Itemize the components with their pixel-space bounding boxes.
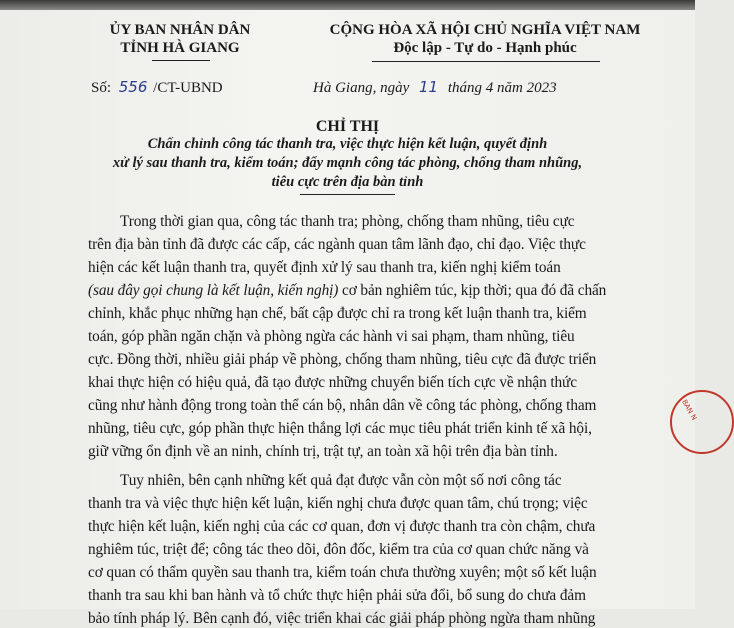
subject-line-1: Chấn chỉnh công tác thanh tra, việc thực hiện kết luận, quyết định — [147, 136, 548, 152]
body-p2-line: thanh tra sau khi ban hành và tổ chức thực hiện phải sửa đổi, bổ sung do chưa đảm — [88, 587, 586, 604]
number-suffix: /CT-UBND — [153, 80, 223, 96]
body-p1-line — [88, 259, 643, 277]
body-p2-line: cơ quan có thẩm quyền sau thanh tra, kiểm toán chưa thường xuyên; một số kết luận — [88, 564, 597, 581]
number-handwritten: 556 — [118, 78, 148, 96]
subject-line-2: xử lý sau thanh tra, kiểm toán; đẩy mạnh công tác phòng, chống tham nhũng, — [112, 155, 583, 171]
document-type: CHỈ THỊ — [315, 118, 380, 135]
date-prefix: Hà Giang, ngày — [313, 80, 410, 96]
official-seal — [670, 390, 734, 454]
issuer-name-line2: TỈNH HÀ GIANG — [120, 40, 240, 56]
subject-underline — [300, 194, 395, 195]
document-date — [313, 78, 557, 97]
body-p2-line: thanh tra và việc thực hiện kết luận, kiến nghị chưa được quan tâm, chú trọng; việc — [88, 495, 588, 512]
body-p1-italic: (sau đây gọi chung là kết luận, kiến nghị) — [88, 282, 339, 299]
issuer-underline — [152, 60, 210, 61]
body-p2-line: bảo tính pháp lý. Bên cạnh đó, việc triển khai các giải pháp phòng ngừa tham nhũng — [88, 610, 596, 627]
body-p1-line: chỉnh, khắc phục những hạn chế, bất cập được chỉ ra trong kết luận thanh tra, kiểm — [88, 305, 587, 322]
body-p1-line: Trong thời gian qua, công tác thanh tra; phòng, chống tham nhũng, tiêu cực — [120, 213, 575, 230]
date-suffix: tháng 4 năm 2023 — [447, 80, 557, 96]
body-p1-line: cũng như hành động trong toàn thể cán bộ, nhân dân về công tác phòng, chống tham — [88, 397, 597, 414]
body-p1-line: trên địa bàn tỉnh đã được các cấp, các ngành quan tâm lãnh đạo, chỉ đạo. Việc thực — [88, 236, 586, 253]
body-p2-line: thực hiện kết luận, kiến nghị của các cơ quan, đơn vị được thanh tra còn chậm, chưa — [88, 518, 596, 535]
document-number — [91, 78, 223, 97]
body-p2-line: nghiêm túc, triệt để; công tác theo dõi, đôn đốc, kiểm tra của cơ quan chức năng và — [88, 541, 589, 558]
issuer-name-line1: ỦY BAN NHÂN DÂN — [109, 22, 251, 38]
scan-top-edge — [0, 0, 695, 10]
date-day-handwritten: 11 — [419, 78, 439, 96]
body-p1-line: cực. Đồng thời, nhiều giải pháp về phòng, chống tham nhũng, tiêu cực đã được triển — [88, 351, 597, 368]
body-p1-line: nhũng, tiêu cực, góp phần thực hiện thắng lợi các mục tiêu phát triển kinh tế xã hội, — [88, 420, 592, 437]
document-page — [0, 10, 699, 627]
seal-text: BAN N — [680, 398, 699, 422]
body-p1-line: toán, góp phần ngăn chặn và phòng ngừa các hành vi sai phạm, tham nhũng, tiêu — [88, 328, 575, 345]
body-p1-text: cơ bản nghiêm túc, kịp thời; qua đó đã chấn — [342, 282, 607, 299]
motto-underline — [372, 61, 600, 62]
national-motto: Độc lập - Tự do - Hạnh phúc — [393, 40, 577, 56]
country-name: CỘNG HÒA XÃ HỘI CHỦ NGHĨA VIỆT NAM — [329, 22, 641, 38]
body-p1-line: khai thực hiện có hiệu quả, đã tạo được những chuyển biến tích cực về nhận thức — [88, 374, 577, 391]
subject-line-3: tiêu cực trên địa bàn tỉnh — [271, 174, 424, 190]
body-p1-line: giữ vững ổn định về an ninh, chính trị, trật tự, an toàn xã hội trên địa bàn tỉnh. — [88, 443, 558, 460]
body-p1-line — [88, 282, 643, 300]
number-prefix: Số: — [91, 80, 112, 96]
body-p1-text: hiện các kết luận thanh tra, quyết định xử lý sau thanh tra, kiến nghị kiểm toán — [88, 259, 561, 276]
body-p2-line: Tuy nhiên, bên cạnh những kết quả đạt được vẫn còn một số nơi công tác — [120, 472, 562, 489]
